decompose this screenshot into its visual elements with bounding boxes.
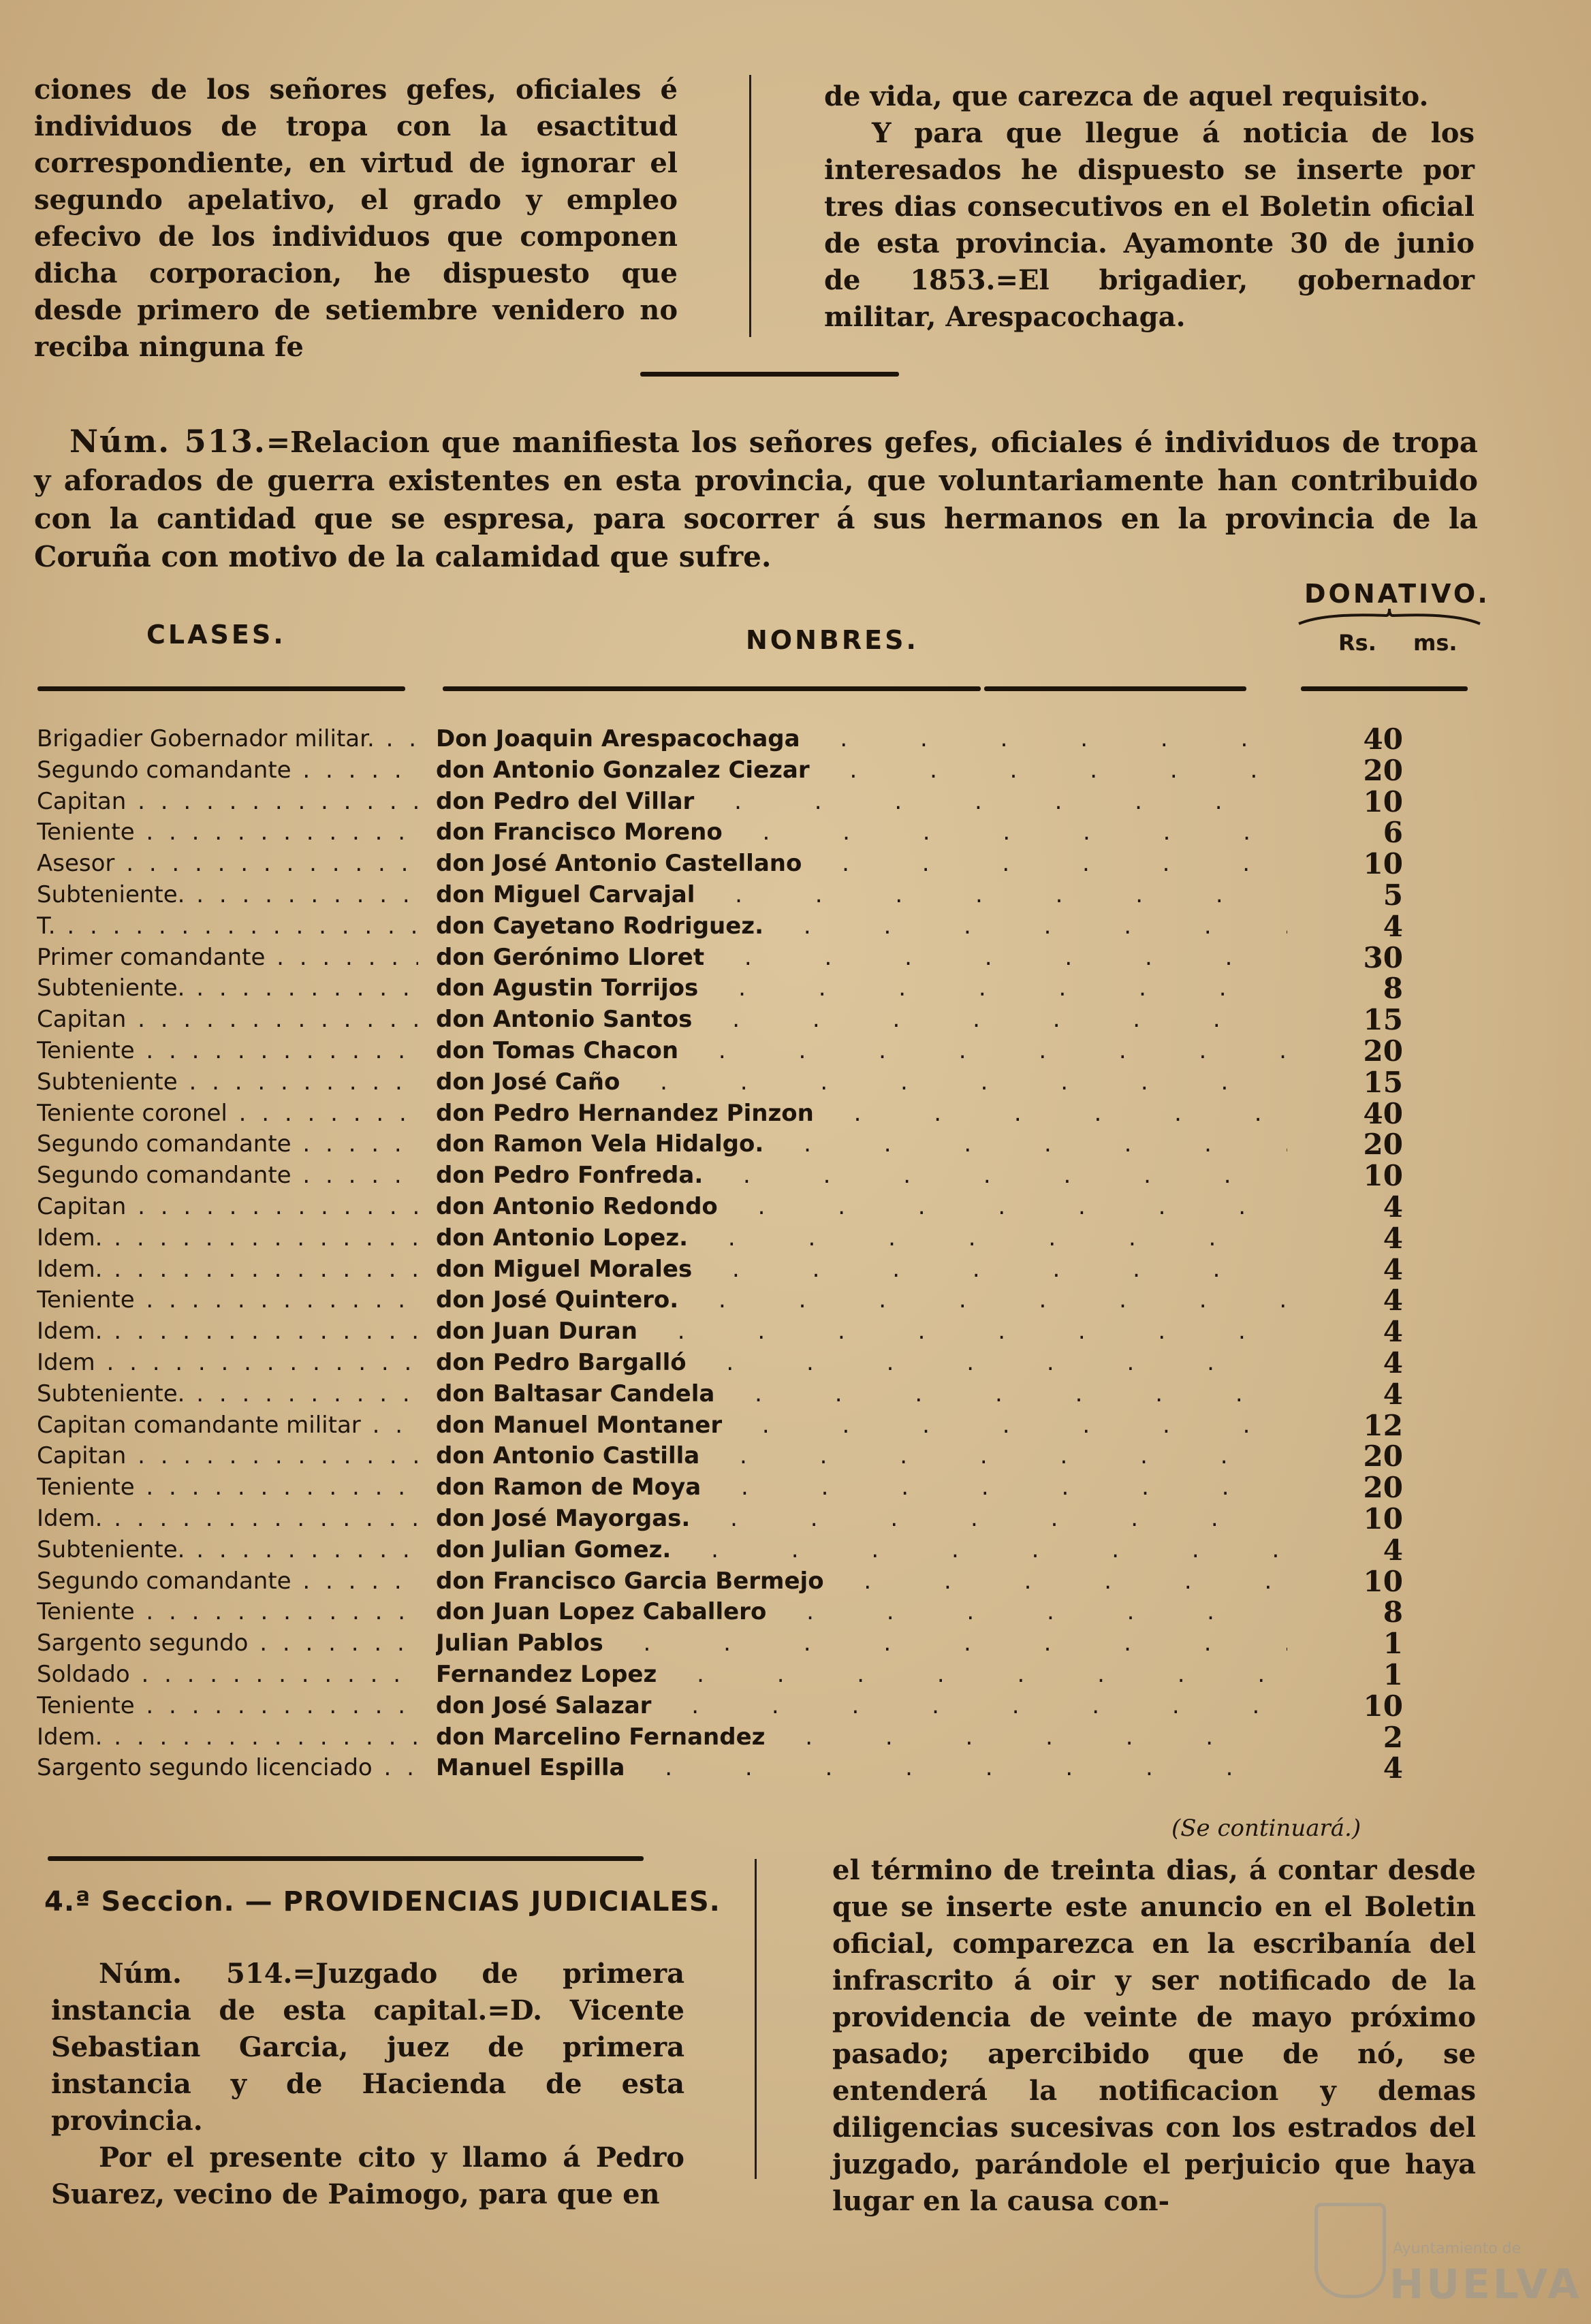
row-clase: Teniente . . .	[37, 1036, 418, 1067]
table-row	[34, 786, 1478, 818]
row-clase: Segundo comandante . . .	[37, 1160, 418, 1192]
table-row	[34, 1503, 1478, 1535]
row-clase: Subteniente. . . .	[37, 1535, 418, 1566]
row-nombre: don Ramon Vela Hidalgo. . . .	[436, 1129, 1287, 1160]
row-nombre: don José Antonio Castellano . . .	[436, 848, 1287, 880]
row-nombre: Manuel Espilla . . .	[436, 1753, 1287, 1784]
row-valor: 40	[1363, 722, 1403, 756]
row-nombre: don Pedro Fonfreda. . . .	[436, 1160, 1287, 1192]
row-valor: 15	[1363, 1065, 1403, 1099]
table-row	[34, 911, 1478, 942]
donativo-brace	[1297, 607, 1481, 628]
row-clase: Sargento segundo licenciado . . .	[37, 1753, 418, 1784]
row-clase: Primer comandante . . .	[37, 942, 418, 974]
row-nombre: don Pedro Bargalló . . .	[436, 1348, 1287, 1379]
row-valor: 2	[1383, 1720, 1403, 1754]
row-nombre: don Manuel Montaner . . .	[436, 1410, 1287, 1442]
bottom-separator	[48, 1856, 644, 1861]
header-rule-donativo	[1301, 686, 1468, 691]
row-valor: 4	[1383, 1533, 1403, 1567]
table-row	[34, 1254, 1478, 1286]
table-row	[34, 1316, 1478, 1348]
table-row	[34, 1566, 1478, 1597]
table-row	[34, 1628, 1478, 1659]
row-nombre: don Antonio Redondo . . .	[436, 1192, 1287, 1223]
watermark-sub: Ayuntamiento de	[1393, 2240, 1522, 2257]
row-clase: Teniente . . .	[37, 1472, 418, 1503]
row-valor: 4	[1383, 1221, 1403, 1255]
table-row	[34, 1753, 1478, 1784]
row-clase: Capitan . . .	[37, 1192, 418, 1223]
table-row	[34, 1597, 1478, 1628]
row-valor: 4	[1383, 1346, 1403, 1380]
row-clase: Teniente . . .	[37, 1597, 418, 1628]
top-separator	[640, 372, 899, 377]
row-nombre: don Julian Gomez. . . .	[436, 1535, 1287, 1566]
table-row	[34, 1348, 1478, 1379]
row-clase: Segundo comandante . . .	[37, 1566, 418, 1597]
header-rule-nombres-2	[984, 686, 1246, 691]
row-clase: Brigadier Gobernador militar. . . .	[37, 724, 418, 755]
row-valor: 30	[1363, 940, 1403, 974]
row-clase: Capitan . . .	[37, 1441, 418, 1472]
header-rule-clases	[37, 686, 405, 691]
row-clase: Segundo comandante . . .	[37, 1129, 418, 1160]
row-nombre: don Juan Duran . . .	[436, 1316, 1287, 1348]
row-nombre: don Pedro del Villar . . .	[436, 786, 1287, 818]
row-clase: Idem. . . .	[37, 1722, 418, 1753]
table-row	[34, 880, 1478, 911]
table-row	[34, 1659, 1478, 1691]
table-row	[34, 1472, 1478, 1503]
row-clase: Capitan . . .	[37, 786, 418, 818]
row-clase: Teniente . . .	[37, 1285, 418, 1316]
row-nombre: don Juan Lopez Caballero . . .	[436, 1597, 1287, 1628]
row-clase: Capitan comandante militar . . .	[37, 1410, 418, 1442]
relacion-intro	[34, 422, 1478, 576]
row-nombre: don Miguel Morales . . .	[436, 1254, 1287, 1286]
row-valor: 4	[1383, 1190, 1403, 1224]
row-valor: 10	[1363, 784, 1403, 818]
row-nombre: don Miguel Carvajal . . .	[436, 880, 1287, 911]
table-row	[34, 1004, 1478, 1036]
table-row	[34, 1098, 1478, 1130]
row-valor: 20	[1363, 1471, 1403, 1505]
row-clase: T. . . .	[37, 911, 418, 942]
row-nombre: don Antonio Castilla . . .	[436, 1441, 1287, 1472]
row-nombre: don Francisco Garcia Bermejo . . .	[436, 1566, 1287, 1597]
row-valor: 20	[1363, 753, 1403, 787]
top-right-paragraph-1: de vida, que carezca de aquel requisito.	[824, 80, 1429, 112]
row-nombre: don Antonio Lopez. . . .	[436, 1223, 1287, 1254]
table-row	[34, 724, 1478, 755]
relacion-text: =Relacion que manifiesta los señores gefes, oficiales é individuos de tropa y aforados de guerra existentes en esta provincia, que voluntariamente han contribuido con la cantidad que se espresa, para socorrer á sus hermanos en la provincia de la Coruña con motivo de la calamidad que sufre.	[34, 426, 1478, 573]
row-valor: 6	[1383, 816, 1403, 850]
table-row	[34, 1691, 1478, 1722]
watermark-name: HUELVA	[1389, 2261, 1582, 2308]
row-nombre: don José Mayorgas. . . .	[436, 1503, 1287, 1535]
row-clase: Subteniente. . . .	[37, 1379, 418, 1410]
bottom-left-paragraph-2: Por el presente cito y llamo á Pedro Suarez, vecino de Paimogo, para que en	[51, 2142, 684, 2210]
row-valor: 12	[1363, 1408, 1403, 1442]
row-clase: Idem . . .	[37, 1348, 418, 1379]
top-column-divider	[749, 75, 751, 337]
row-clase: Idem. . . .	[37, 1254, 418, 1286]
table-row	[34, 1160, 1478, 1192]
row-valor: 10	[1363, 1689, 1403, 1723]
row-nombre: don Pedro Hernandez Pinzon . . .	[436, 1098, 1287, 1130]
row-valor: 8	[1383, 1595, 1403, 1629]
row-nombre: don Antonio Santos . . .	[436, 1004, 1287, 1036]
col-header-clases: CLASES.	[146, 620, 286, 650]
row-nombre: don Baltasar Candela . . .	[436, 1379, 1287, 1410]
table-row	[34, 1722, 1478, 1753]
table-row	[34, 1192, 1478, 1223]
table-row	[34, 755, 1478, 786]
table-row	[34, 1535, 1478, 1566]
row-clase: Idem. . . .	[37, 1503, 418, 1535]
row-valor: 20	[1363, 1034, 1403, 1068]
row-nombre: don Francisco Moreno . . .	[436, 817, 1287, 848]
row-nombre: don José Quintero. . . .	[436, 1285, 1287, 1316]
donation-table	[34, 724, 1478, 1784]
row-clase: Idem. . . .	[37, 1223, 418, 1254]
table-row	[34, 1441, 1478, 1472]
row-clase: Subteniente. . . .	[37, 880, 418, 911]
row-clase: Subteniente. . . .	[37, 973, 418, 1004]
row-valor: 15	[1363, 1003, 1403, 1037]
section-heading: 4.ª Seccion. — PROVIDENCIAS JUDICIALES.	[44, 1886, 721, 1917]
row-nombre: Fernandez Lopez . . .	[436, 1659, 1287, 1691]
bottom-right-paragraph: el término de treinta dias, á contar desde que se inserte este anuncio en el Boletin oficial, comparezca en la escribanía del infrascrito á oir y ser notificado de la providencia de veinte de mayo próximo pasado; apercibido que de nó, se entenderá la notificacion y demas diligencias sucesivas con los estrados del juzgado, parándole el perjuicio que haya lugar en la causa con-	[832, 1854, 1476, 2217]
row-nombre: don Ramon de Moya . . .	[436, 1472, 1287, 1503]
table-row	[34, 1223, 1478, 1254]
col-header-donativo: DONATIVO.	[1304, 579, 1490, 609]
row-valor: 10	[1363, 1501, 1403, 1535]
top-right-column	[824, 78, 1475, 336]
table-row	[34, 1067, 1478, 1098]
row-valor: 5	[1383, 878, 1403, 912]
row-valor: 1	[1383, 1627, 1403, 1661]
row-valor: 40	[1363, 1096, 1403, 1130]
row-clase: Teniente coronel . . .	[37, 1098, 418, 1130]
table-row	[34, 1285, 1478, 1316]
table-row	[34, 942, 1478, 974]
table-row	[34, 1410, 1478, 1442]
row-clase: Capitan . . .	[37, 1004, 418, 1036]
row-valor: 10	[1363, 847, 1403, 881]
col-subheader-rs: Rs.	[1338, 630, 1376, 656]
row-nombre: Julian Pablos . . .	[436, 1628, 1287, 1659]
table-row	[34, 1129, 1478, 1160]
col-subheader-ms: ms.	[1413, 630, 1458, 656]
row-clase: Sargento segundo . . .	[37, 1628, 418, 1659]
row-valor: 1	[1383, 1657, 1403, 1691]
table-row	[34, 848, 1478, 880]
continuara-note: (Se continuará.)	[1171, 1815, 1361, 1842]
row-valor: 20	[1363, 1439, 1403, 1474]
col-header-nombres: NONBRES.	[746, 625, 919, 655]
bottom-left-column	[51, 1956, 684, 2213]
row-nombre: don Antonio Gonzalez Ciezar . . .	[436, 755, 1287, 786]
row-nombre: don Gerónimo Lloret . . .	[436, 942, 1287, 974]
header-rule-nombres-1	[443, 686, 981, 691]
row-clase: Idem. . . .	[37, 1316, 418, 1348]
row-clase: Soldado . . .	[37, 1659, 418, 1691]
row-clase: Teniente . . .	[37, 817, 418, 848]
row-valor: 8	[1383, 972, 1403, 1006]
bottom-left-paragraph-1: Núm. 514.=Juzgado de primera instancia de esta capital.=D. Vicente Sebastian Garcia, juez de primera instancia y de Hacienda de esta provincia.	[51, 1958, 684, 2137]
row-valor: 4	[1383, 1315, 1403, 1349]
top-right-paragraph-2: Y para que llegue á noticia de los interesados he dispuesto se inserte por tres dias consecutivos en el Boletin oficial de esta provincia. Ayamonte 30 de junio de 1853.=El brigadier, gobernador militar, Arespacochaga.	[824, 117, 1475, 333]
row-valor: 20	[1363, 1128, 1403, 1162]
row-clase: Teniente . . .	[37, 1691, 418, 1722]
row-nombre: Don Joaquin Arespacochaga . . .	[436, 724, 1287, 755]
row-valor: 4	[1383, 1284, 1403, 1318]
archive-watermark	[1314, 2203, 1582, 2319]
row-valor: 4	[1383, 1377, 1403, 1411]
row-valor: 4	[1383, 1751, 1403, 1785]
table-row	[34, 1036, 1478, 1067]
bottom-column-divider	[755, 1859, 757, 2179]
row-clase: Segundo comandante . . .	[37, 755, 418, 786]
relacion-number: Núm. 513.	[69, 423, 266, 460]
top-left-column	[34, 71, 678, 366]
row-nombre: don Marcelino Fernandez . . .	[436, 1722, 1287, 1753]
row-nombre: don José Caño . . .	[436, 1067, 1287, 1098]
bottom-right-column	[832, 1852, 1476, 2220]
row-nombre: don Tomas Chacon . . .	[436, 1036, 1287, 1067]
row-valor: 10	[1363, 1564, 1403, 1598]
top-left-paragraph: ciones de los señores gefes, oficiales é individuos de tropa con la esactitud correspondiente, en virtud de ignorar el segundo apelativo, el grado y empleo efecivo de los individuos que componen dicha corporacion, he dispuesto que desde primero de setiembre venidero no reciba ninguna fe	[34, 74, 678, 363]
table-row	[34, 1379, 1478, 1410]
row-valor: 10	[1363, 1159, 1403, 1193]
table-row	[34, 817, 1478, 848]
row-clase: Subteniente . . .	[37, 1067, 418, 1098]
row-clase: Asesor . . .	[37, 848, 418, 880]
table-row	[34, 973, 1478, 1004]
row-nombre: don Agustin Torrijos . . .	[436, 973, 1287, 1004]
row-nombre: don José Salazar . . .	[436, 1691, 1287, 1722]
row-valor: 4	[1383, 909, 1403, 943]
row-nombre: don Cayetano Rodriguez. . . .	[436, 911, 1287, 942]
row-valor: 4	[1383, 1252, 1403, 1286]
coat-of-arms-icon	[1314, 2203, 1386, 2298]
